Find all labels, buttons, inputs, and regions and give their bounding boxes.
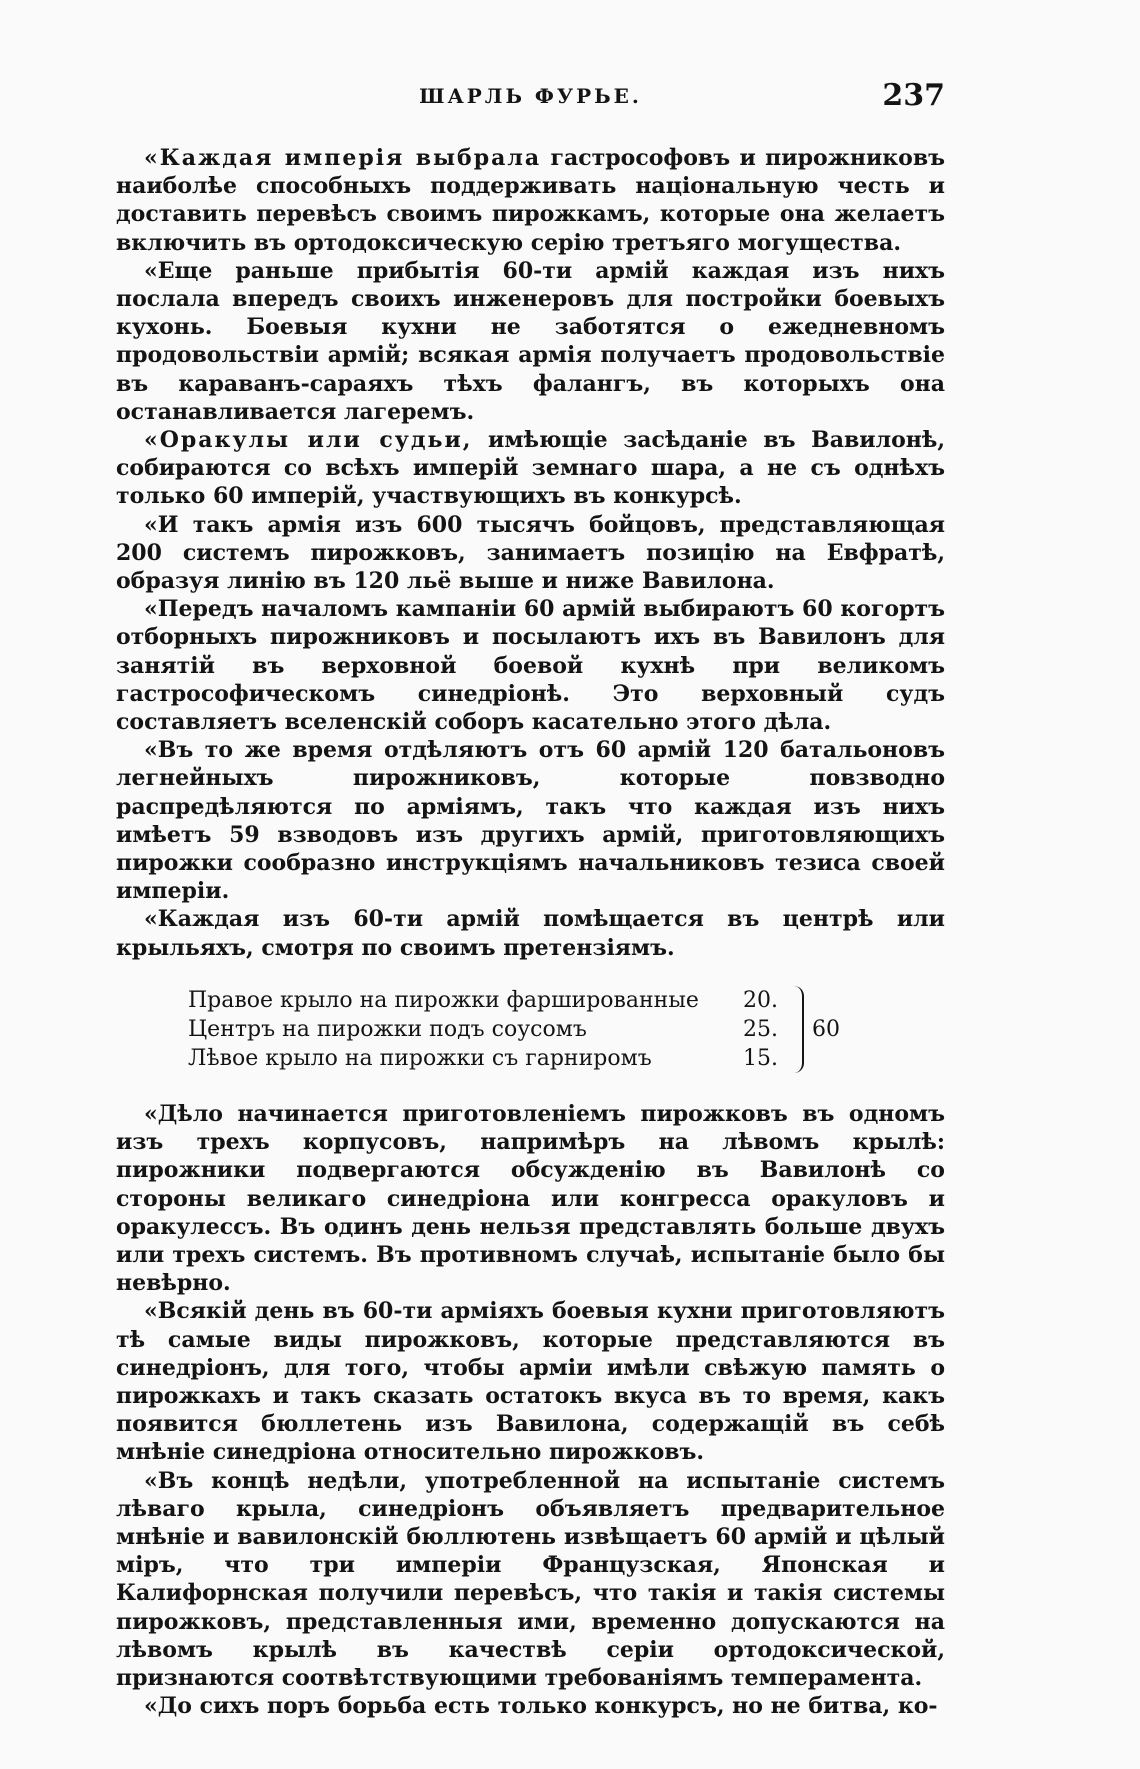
table-row xyxy=(188,1044,778,1073)
table-total: 60 xyxy=(812,1016,840,1042)
paragraph xyxy=(116,426,945,511)
row-label: Правое крыло на пирожки фаршированные xyxy=(188,987,699,1013)
spaced-lead: «Каждая имперія выбрала xyxy=(144,145,542,171)
paragraph xyxy=(116,257,945,426)
running-title: ШАРЛЬ ФУРЬЕ. xyxy=(419,84,642,108)
distribution-table xyxy=(188,986,778,1073)
page-header xyxy=(116,78,945,124)
row-value: 15. xyxy=(743,1045,778,1071)
paragraph-text: «Въ то же время отдѣляютъ отъ 60 армій 120 батальоновъ легнейныхъ пирожниковъ, которые повзводно распредѣляются по арміямъ, такъ что каждая изъ нихъ имѣетъ 59 взводовъ изъ другихъ армій, приготовляющихъ пирожки сообразно инструкціямъ начальниковъ тезиса своей имперіи. xyxy=(116,737,945,905)
paragraph xyxy=(116,511,945,596)
army-distribution-table xyxy=(188,986,945,1073)
paragraph: «Всякій день въ 60-ти арміяхъ боевыя кухни приготовляютъ тѣ самые виды пирожковъ, которые представляются въ синедріонъ, для того, чтобы арміи имѣли свѣжую память о пирожкахъ и такъ сказать остатокъ вкуса въ то время, какъ появится бюллетень изъ Вавилона, содержащій въ себѣ мнѣніе синедріона относительно пирожковъ. xyxy=(116,1298,945,1466)
row-label: Лѣвое крыло на пирожки съ гарниромъ xyxy=(188,1045,652,1071)
right-brace xyxy=(788,986,804,1073)
table-row xyxy=(188,986,778,1015)
paragraph: «Въ концѣ недѣли, употребленной на испытаніе системъ лѣваго крыла, синедріонъ объявляетъ предварительное мнѣніе и вавилонскій бюллютень извѣщаетъ 60 армій и цѣлый міръ, что три имперіи Французская, Японская и Калифорнская получили перевѣсъ, что такія и такія системы пирожковъ, представленныя ими, временно допускаются на лѣвомъ крылѣ въ качествѣ серіи ортодоксической, признаются соотвѣтствующими требованіямъ темперамента. xyxy=(116,1467,945,1691)
paragraph xyxy=(116,595,945,736)
row-value: 25. xyxy=(743,1016,778,1042)
page-number: 237 xyxy=(882,78,945,113)
spaced-lead: «Оракулы или судьи, xyxy=(144,427,473,454)
paragraph xyxy=(116,736,945,905)
paragraph: «До сихъ поръ борьба есть только конкурсъ, но не битва, ко- xyxy=(144,1693,938,1720)
page-body xyxy=(116,144,945,1720)
row-label: Центръ на пирожки подъ соусомъ xyxy=(188,1016,587,1042)
paragraph-text: «И такъ армія изъ 600 тысячъ бойцовъ, представляющая 200 системъ пирожковъ, занимаетъ позицію на Евфратѣ, образуя линію въ 120 льё выше и ниже Вавилона. xyxy=(116,511,945,595)
paragraph-text: гастрософовъ и пирожниковъ наиболѣе способныхъ поддерживать національную честь и доставить перевѣсъ своимъ пирожкамъ, которые она желаетъ включить въ ортодоксическую серію третъяго могущества. xyxy=(116,145,945,256)
paragraph xyxy=(116,905,945,961)
paragraph xyxy=(116,144,945,257)
paragraph-text: «Передъ началомъ кампаніи 60 армій выбираютъ 60 когортъ отборныхъ пирожниковъ и посылаютъ ихъ въ Вавилонъ для занятій въ верховной боевой кухнѣ при великомъ гастрософическомъ синедріонѣ. Это верховный судъ составляетъ вселенскій соборъ касательно этого дѣла. xyxy=(116,596,945,736)
paragraph-text: «Еще раньше прибытія 60-ти армій каждая изъ нихъ послала впередъ своихъ инженеровъ для постройки боевыхъ кухонь. Боевыя кухни не заботятся о ежедневномъ продовольствіи армій; всякая армія получаетъ продовольствіе въ караванъ-сараяхъ тѣхъ фалангъ, въ которыхъ она останавливается лагеремъ. xyxy=(116,257,945,425)
row-value: 20. xyxy=(743,987,778,1013)
paragraph: «Дѣло начинается приготовленіемъ пирожковъ въ одномъ изъ трехъ корпусовъ, напримѣръ на лѣвомъ крылѣ: пирожники подвергаются обсужденію въ Вавилонѣ со стороны великаго синедріона или конгресса оракуловъ и оракулессъ. Въ одинъ день нельзя представлять больше двухъ или трехъ системъ. Въ противномъ случаѣ, испытаніе было бы невѣрно. xyxy=(116,1100,945,1297)
paragraph-text: «Каждая изъ 60-ти армій помѣщается въ центрѣ или крыльяхъ, смотря по своимъ претензіямъ. xyxy=(116,906,945,961)
paragraph-text: имѣющіе засѣданіе въ Вавилонѣ, собираются со всѣхъ имперій земнаго шара, а не съ однѣхъ только 60 имперій, участвующихъ въ конкурсѣ. xyxy=(116,427,945,510)
table-row xyxy=(188,1015,778,1044)
